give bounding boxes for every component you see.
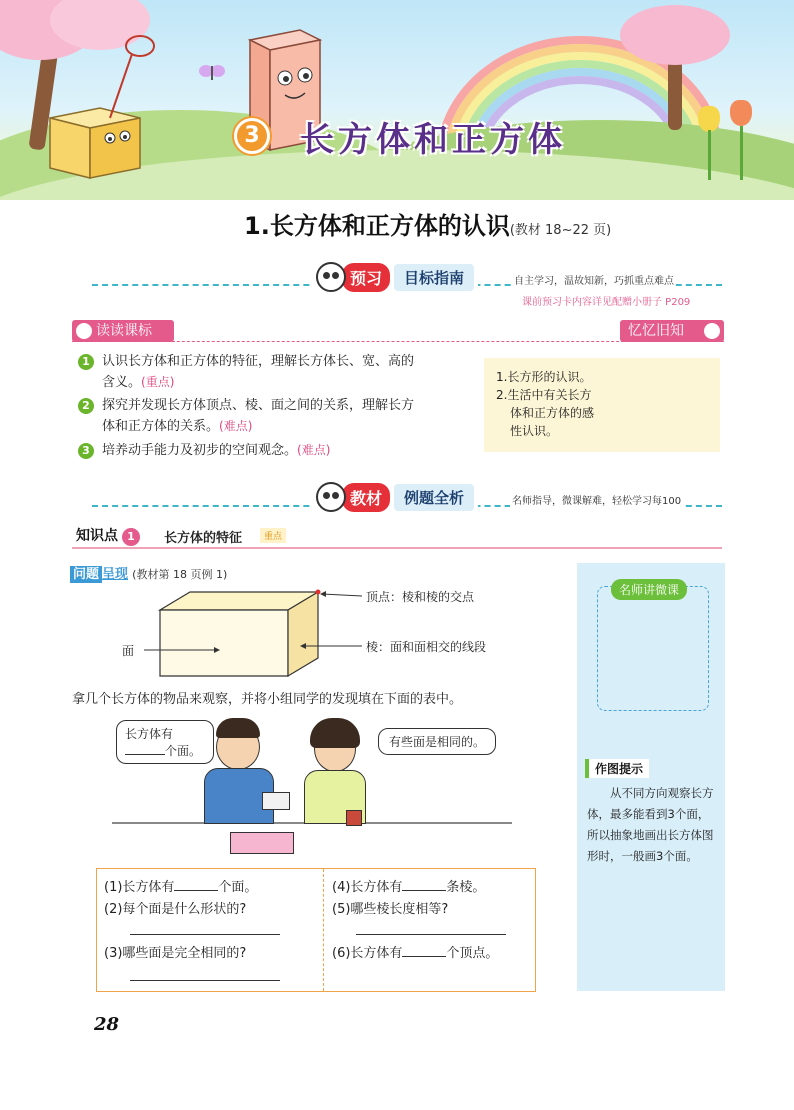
lesson-title xyxy=(244,206,611,241)
instruction-text: 拿几个长方体的物品来观察，并将小组同学的发现填在下面的表中。 xyxy=(72,692,463,707)
question-text: (4)长方体有 xyxy=(332,880,403,895)
goal-tag: (重点) xyxy=(141,375,175,389)
textbook-note: 名师指导，微课解难，轻松学习每100 xyxy=(510,492,683,507)
tulip-flowers xyxy=(690,100,780,180)
knowledge-point-name: 长方体的特征 xyxy=(164,531,243,546)
micro-lesson-box[interactable] xyxy=(597,586,709,711)
question-6 xyxy=(332,942,498,961)
goal-text: 体和正方体的关系。 xyxy=(102,419,220,434)
goal-item xyxy=(78,440,330,461)
goal-item xyxy=(78,352,414,393)
goal-number: 1 xyxy=(78,354,94,370)
knowledge-point-label xyxy=(76,525,144,546)
question-text: 个顶点。 xyxy=(446,946,499,961)
panda-icon xyxy=(316,262,346,292)
girl-speech-bubble: 有些面是相同的。 xyxy=(378,728,496,755)
knowledge-point-bar xyxy=(72,525,722,549)
recall-line: 2.生活中有关长方 xyxy=(496,388,592,402)
chapter-title: 长方体和正方体 xyxy=(300,120,566,160)
lesson-source: (教材 18~22 页) xyxy=(509,223,612,238)
drawing-tip-text: 从不同方向观察长方体，最多能看到3个面，所以抽象地画出长方体图形时，一般画3个面。 xyxy=(587,786,714,863)
drawing-tip-title: 作图提示 xyxy=(585,759,649,778)
micro-lesson-badge: 名师讲微课 xyxy=(611,579,687,600)
question-1 xyxy=(104,876,257,895)
recall-label xyxy=(620,320,724,342)
key-point-tag: 重点 xyxy=(260,528,286,543)
question-text: (1)长方体有 xyxy=(104,880,175,895)
goal-text: 认识长方体和正方体的特征，理解长方体长、宽、高的 xyxy=(102,354,415,369)
lesson-title-text: 1.长方体和正方体的认识 xyxy=(244,212,510,240)
problem-label-2: 呈现 xyxy=(102,567,129,582)
question-4 xyxy=(332,876,485,895)
question-2: (2)每个面是什么形状的? xyxy=(104,902,247,917)
course-standard-label xyxy=(72,320,174,342)
question-text: 条棱。 xyxy=(446,880,486,895)
question-text: (6)长方体有 xyxy=(332,946,403,961)
answer-blank[interactable] xyxy=(402,879,446,891)
goal-text: 含义。 xyxy=(102,375,142,390)
recall-line: 1.长方形的认识。 xyxy=(496,370,592,384)
question-5: (5)哪些棱长度相等? xyxy=(332,902,449,917)
goal-text: 探究并发现长方体顶点、棱、面之间的关系，理解长方 xyxy=(102,398,415,413)
vertex-label: 顶点：棱和棱的交点 xyxy=(366,590,475,604)
goal-text: 培养动手能力及初步的空间观念。 xyxy=(102,443,298,458)
goal-number: 3 xyxy=(78,443,94,459)
page-number: 28 xyxy=(94,1014,120,1035)
goal-item xyxy=(78,396,414,437)
diagram-arrows xyxy=(130,590,370,670)
goal-divider xyxy=(72,341,724,342)
goal-tag: (难点) xyxy=(219,419,253,433)
answer-blank[interactable] xyxy=(402,945,446,957)
chapter-banner xyxy=(0,0,794,200)
problem-source: (教材第 18 页例 1) xyxy=(132,568,228,581)
answer-line[interactable] xyxy=(356,934,506,935)
rabbit-icon xyxy=(704,323,720,339)
textbook-badge: 教材 xyxy=(342,483,390,512)
butterfly-net-icon xyxy=(100,30,160,120)
preview-badge: 预习 xyxy=(342,263,390,292)
butterfly-icon xyxy=(198,62,226,84)
preview-section-title: 目标指南 xyxy=(394,264,474,291)
problem-label xyxy=(70,563,227,582)
question-3: (3)哪些面是完全相同的? xyxy=(104,946,247,961)
textbook-section-title: 例题全析 xyxy=(394,484,474,511)
knowledge-point-text: 知识点 xyxy=(76,528,118,544)
answer-line[interactable] xyxy=(130,934,280,935)
goal-tag: (难点) xyxy=(297,443,331,457)
problem-label-1: 问题 xyxy=(70,566,102,583)
face-label: 面 xyxy=(122,644,135,658)
goal-number: 2 xyxy=(78,398,94,414)
recall-box xyxy=(484,358,720,452)
chapter-number-badge: 3 xyxy=(234,118,270,154)
boy-speech-bubble xyxy=(116,720,214,764)
panda-icon xyxy=(316,482,346,512)
boy-speech-text-1: 长方体有 xyxy=(125,727,174,741)
edge-label: 棱：面和面相交的线段 xyxy=(366,640,487,654)
boy-speech-text-2: 个面。 xyxy=(165,744,202,758)
recall-text: 忆忆旧知 xyxy=(628,323,684,339)
recall-line: 体和正方体的感 xyxy=(510,406,595,420)
course-standard-text: 读读课标 xyxy=(96,323,152,339)
table-divider xyxy=(323,869,324,991)
sidebar-column xyxy=(577,563,725,991)
rabbit-icon xyxy=(76,323,92,339)
knowledge-point-number: 1 xyxy=(122,528,140,546)
booklet-note: 课前预习卡内容详见配赠小册子 P209 xyxy=(522,297,691,308)
recall-line: 性认识。 xyxy=(510,424,559,438)
answer-line[interactable] xyxy=(130,980,280,981)
answer-blank[interactable] xyxy=(174,879,218,891)
cherry-blossom-tree xyxy=(620,5,730,65)
question-text: 个面。 xyxy=(218,880,258,895)
preview-note: 自主学习，温故知新，巧抓重点难点 xyxy=(512,272,676,287)
preview-section-header xyxy=(312,262,478,292)
textbook-section-header xyxy=(312,482,478,512)
